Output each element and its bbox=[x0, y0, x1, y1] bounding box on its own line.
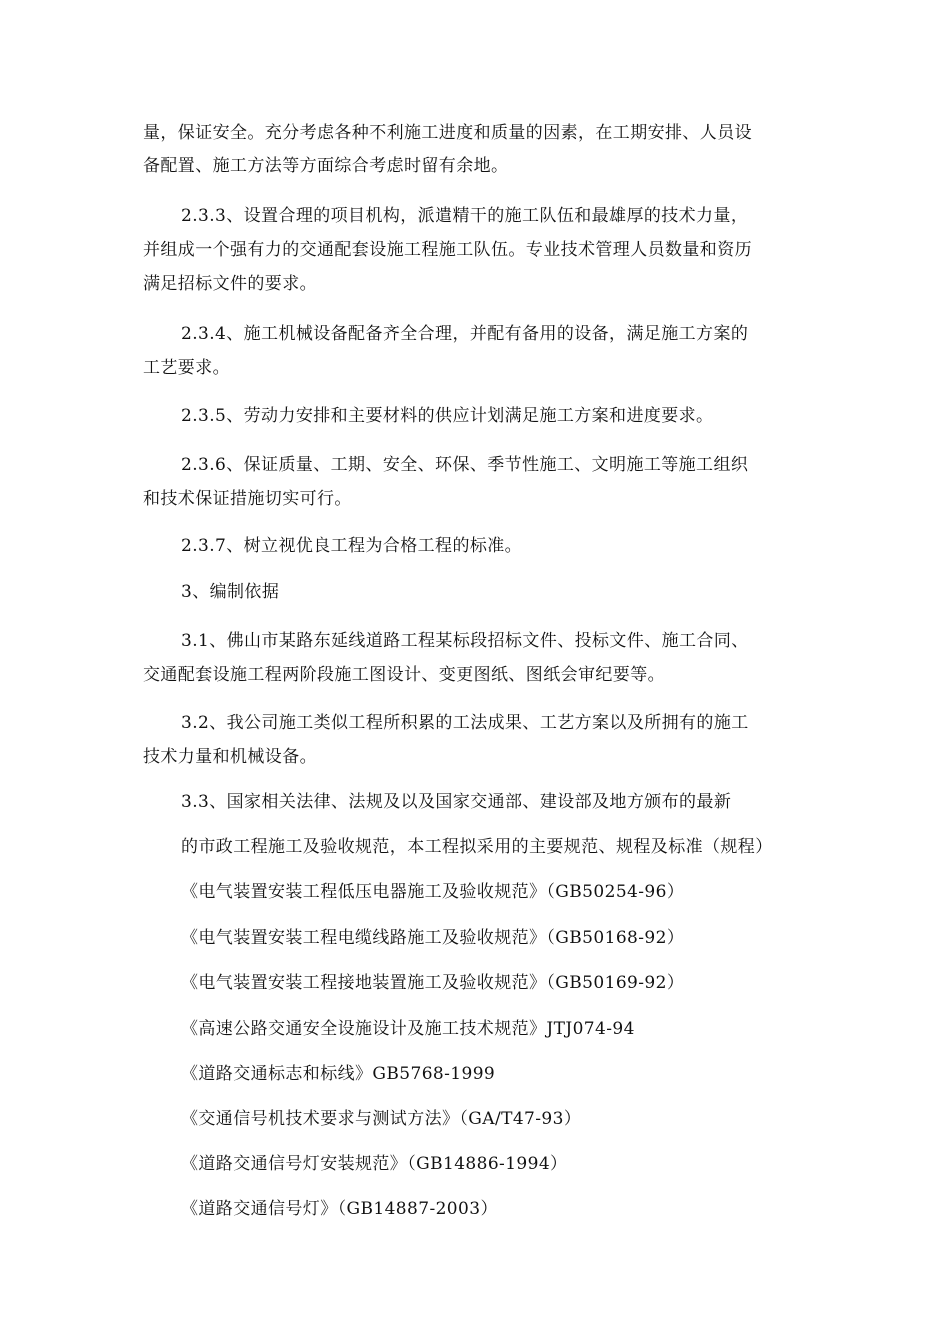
text-line: 工艺要求。 bbox=[143, 358, 230, 378]
text-line: 2.3.7、树立视优良工程为合格工程的标准。 bbox=[181, 536, 523, 556]
text-line: 交通配套设施工程两阶段施工图设计、变更图纸、图纸会审纪要等。 bbox=[143, 665, 665, 685]
text-line: 2.3.3、设置合理的项目机构，派遣精干的施工队伍和最雄厚的技术力量， bbox=[181, 206, 749, 226]
standard-reference: 《电气装置安装工程电缆线路施工及验收规范》（GB50168-92） bbox=[181, 928, 685, 948]
text-line: 技术力量和机械设备。 bbox=[143, 747, 317, 767]
standard-reference: 《高速公路交通安全设施设计及施工技术规范》JTJ074-94 bbox=[181, 1019, 635, 1039]
text-line: 3.1、佛山市某路东延线道路工程某标段招标文件、投标文件、施工合同、 bbox=[181, 631, 749, 651]
section-heading: 3、编制依据 bbox=[181, 582, 280, 602]
text-line: 满足招标文件的要求。 bbox=[143, 274, 317, 294]
standard-reference: 《道路交通信号灯安装规范》（GB14886-1994） bbox=[181, 1154, 568, 1174]
standard-reference: 《电气装置安装工程低压电器施工及验收规范》（GB50254-96） bbox=[181, 882, 685, 902]
standard-reference: 《道路交通信号灯》（GB14887-2003） bbox=[181, 1199, 498, 1219]
standard-reference: 《电气装置安装工程接地装置施工及验收规范》（GB50169-92） bbox=[181, 973, 685, 993]
text-line: 和技术保证措施切实可行。 bbox=[143, 489, 352, 509]
text-line: 3.2、我公司施工类似工程所积累的工法成果、工艺方案以及所拥有的施工 bbox=[181, 713, 749, 733]
text-line: 2.3.4、施工机械设备配备齐全合理，并配有备用的设备，满足施工方案的 bbox=[181, 324, 749, 344]
standard-reference: 《道路交通标志和标线》GB5768-1999 bbox=[181, 1064, 496, 1084]
text-line: 并组成一个强有力的交通配套设施工程施工队伍。专业技术管理人员数量和资历 bbox=[143, 240, 752, 260]
text-line: 3.3、国家相关法律、法规及以及国家交通部、建设部及地方颁布的最新 bbox=[181, 792, 732, 812]
text-line: 量，保证安全。充分考虑各种不利施工进度和质量的因素，在工期安排、人员设 bbox=[143, 123, 752, 143]
text-line: 备配置、施工方法等方面综合考虑时留有余地。 bbox=[143, 156, 509, 176]
text-line: 2.3.6、保证质量、工期、安全、环保、季节性施工、文明施工等施工组织 bbox=[181, 455, 749, 475]
text-line: 的市政工程施工及验收规范，本工程拟采用的主要规范、规程及标准（规程） bbox=[181, 837, 773, 857]
standard-reference: 《交通信号机技术要求与测试方法》（GA/T47-93） bbox=[181, 1109, 582, 1129]
text-line: 2.3.5、劳动力安排和主要材料的供应计划满足施工方案和进度要求。 bbox=[181, 406, 714, 426]
